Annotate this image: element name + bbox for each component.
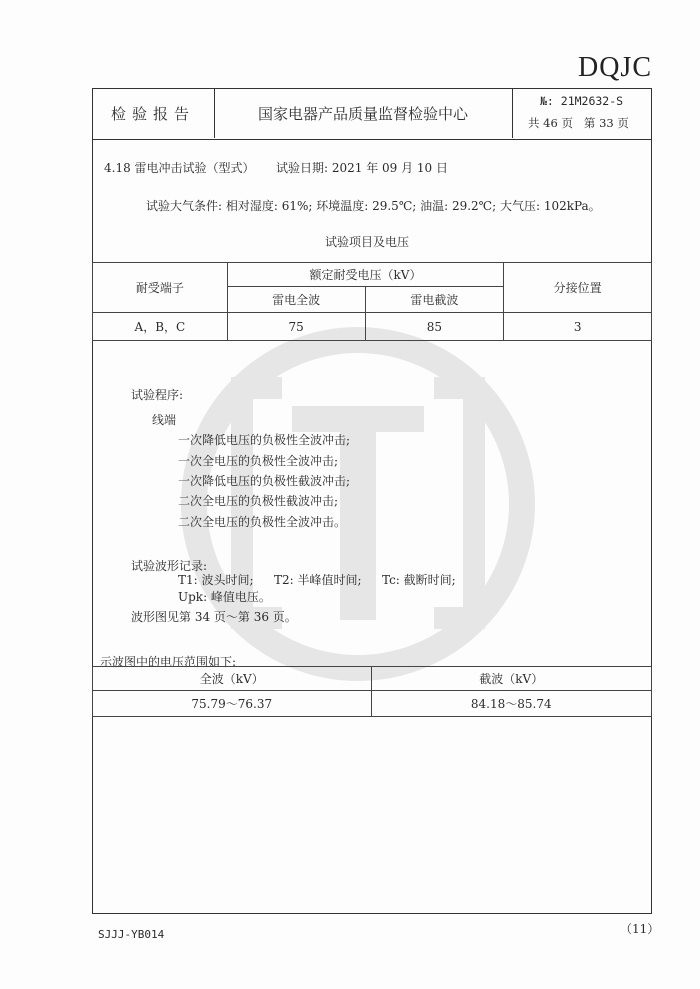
test-title: 4.18 雷电冲击试验（型式）	[104, 161, 255, 175]
header-rated-voltage: 额定耐受电压（kV）	[227, 263, 504, 287]
procedure-step: 一次降低电压的负极性截波冲击;	[178, 474, 351, 488]
cell-chopped-wave-range: 84.18～85.74	[371, 691, 652, 717]
waveform-t2: T2: 半峰值时间;	[274, 573, 362, 587]
waveform-t1: T1: 波头时间;	[178, 573, 254, 587]
cell-full-wave: 75	[227, 313, 365, 341]
organization-name: 国家电器产品质量监督检验中心	[214, 88, 513, 138]
header-full-wave-range: 全波（kV）	[93, 667, 372, 691]
cell-tap-position: 3	[504, 313, 652, 341]
page-info	[528, 115, 629, 131]
waveform-tc: Tc: 截断时间;	[382, 573, 456, 587]
range-table	[92, 666, 652, 717]
waveform-reference: 波形图见第 34 页～第 36 页。	[131, 610, 297, 624]
cell-terminal: A，B，C	[93, 313, 228, 341]
document-code: DQJC	[577, 52, 652, 83]
procedure-heading: 试验程序:	[131, 388, 184, 402]
header-terminal: 耐受端子	[93, 263, 228, 313]
test-conditions: 试验大气条件: 相对湿度: 61%; 环境温度: 29.5℃; 油温: 29.2℃; 大气压: 102kPa。	[146, 199, 601, 213]
cell-chopped-wave: 85	[365, 313, 504, 341]
header-chopped-wave: 雷电截波	[365, 287, 504, 313]
page-mark: （11）	[620, 922, 660, 936]
report-label: 检验报告	[92, 88, 215, 138]
range-caption: 示波图中的电压范围如下:	[100, 655, 237, 669]
cell-full-wave-range: 75.79～76.37	[93, 691, 372, 717]
pages-total: 共 46 页	[528, 116, 573, 130]
header-tap-position: 分接位置	[504, 263, 652, 313]
procedure-sub: 线端	[152, 413, 177, 427]
report-header	[92, 88, 652, 140]
test-date: 试验日期: 2021 年 09 月 10 日	[276, 161, 449, 175]
procedure-step: 一次降低电压的负极性全波冲击;	[178, 433, 351, 447]
page-current: 第 33 页	[583, 116, 629, 130]
report-meta	[512, 88, 650, 138]
procedure-step: 二次全电压的负极性截波冲击;	[178, 494, 339, 508]
report-number: №: 21M2632-S	[540, 94, 624, 108]
header-chopped-wave-range: 截波（kV）	[371, 667, 652, 691]
waveform-upk: Upk: 峰值电压。	[178, 590, 271, 604]
watermark-text: ETI	[357, 683, 359, 684]
procedure-step: 二次全电压的负极性全波冲击。	[178, 515, 347, 529]
waveform-heading: 试验波形记录:	[131, 559, 208, 573]
header-full-wave: 雷电全波	[227, 287, 365, 313]
procedure-step: 一次全电压的负极性全波冲击;	[178, 454, 339, 468]
voltage-table	[92, 262, 652, 341]
form-code: SJJJ-YB014	[98, 928, 165, 941]
table-caption: 试验项目及电压	[325, 235, 410, 249]
